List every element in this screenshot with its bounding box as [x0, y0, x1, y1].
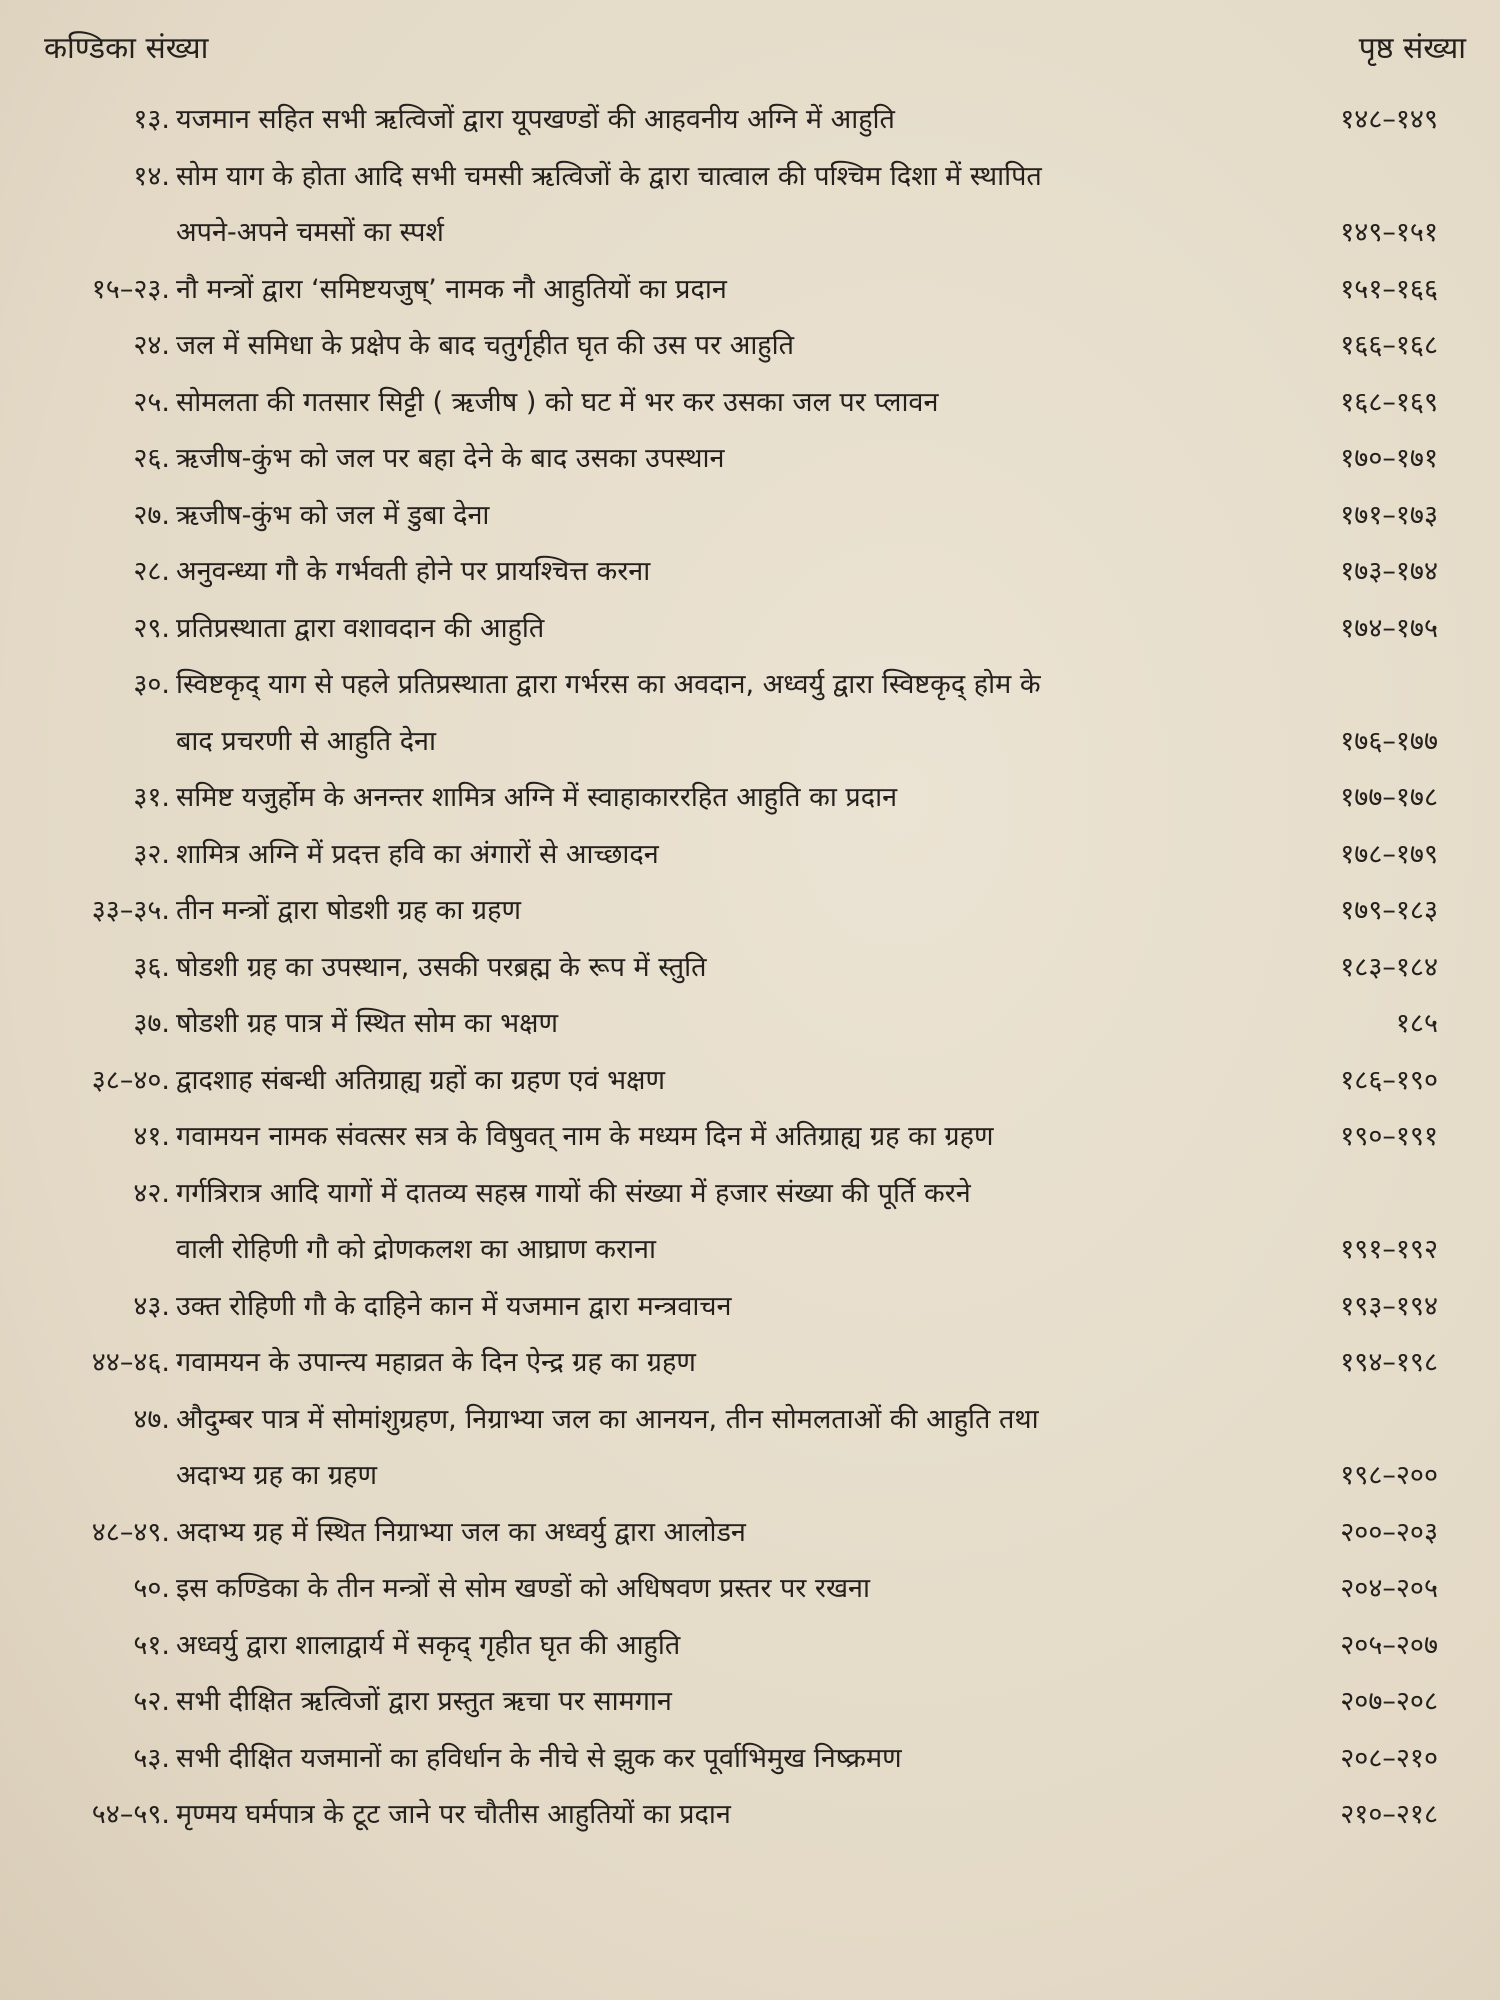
entry-number: ४८–४९.: [91, 1516, 170, 1548]
index-entry: [0, 770, 1500, 826]
entry-pages: १९१–१९२: [1340, 1234, 1438, 1265]
entry-text: उक्त रोहिणी गौ के दाहिने कान में यजमान द्वारा मन्त्रवाचन: [176, 1290, 732, 1322]
entry-number: ३६.: [133, 951, 170, 983]
entry-number: ४१.: [133, 1121, 170, 1152]
entry-text: औदुम्बर पात्र में सोमांशुग्रहण, निग्राभ्या जल का आनयन, तीन सोमलताओं की आहुति तथा: [176, 1403, 1039, 1435]
entry-pages: १४९–१५१: [1340, 217, 1438, 248]
entry-text: ऋजीष-कुंभ को जल पर बहा देने के बाद उसका उपस्थान: [176, 443, 725, 474]
index-entry: [0, 1618, 1500, 1674]
entry-pages: १७०–१७१: [1340, 443, 1438, 474]
entry-number: ३३–३५.: [91, 895, 170, 926]
entry-text: सोमलता की गतसार सिट्टी ( ऋजीष ) को घट में भर कर उसका जल पर प्लावन: [176, 386, 939, 418]
entry-pages: १५१–१६६: [1340, 273, 1438, 305]
entry-pages: १४८–१४९: [1340, 104, 1438, 135]
entry-text: वाली रोहिणी गौ को द्रोणकलश का आघ्राण कराना: [176, 1234, 656, 1265]
entry-pages: १७४–१७५: [1340, 612, 1438, 644]
entry-number: २९.: [133, 612, 170, 644]
entry-text: षोडशी ग्रह का उपस्थान, उसकी परब्रह्म के रूप में स्तुति: [176, 951, 707, 983]
entry-pages: १७६–१७७: [1340, 725, 1438, 757]
index-entry: [0, 1053, 1500, 1109]
entry-text: नौ मन्त्रों द्वारा ‘समिष्टयजुष्’ नामक नौ आहुतियों का प्रदान: [176, 273, 727, 305]
entry-number: ३७.: [133, 1008, 170, 1039]
index-entry: [0, 883, 1500, 939]
entry-text: सोम याग के होता आदि सभी चमसी ऋत्विजों के द्वारा चात्वाल की पश्चिम दिशा में स्थापित: [176, 160, 1042, 192]
entry-text: सभी दीक्षित यजमानों का हविर्धान के नीचे से झुक कर पूर्वाभिमुख निष्क्रमण: [176, 1742, 902, 1774]
index-entry: [0, 1166, 1500, 1222]
entry-number: २८.: [133, 556, 170, 587]
entry-number: १४.: [133, 160, 170, 192]
entry-text: अदाभ्य ग्रह का ग्रहण: [176, 1460, 377, 1491]
entry-pages: १६६–१६८: [1340, 330, 1438, 361]
entry-number: ४२.: [133, 1177, 170, 1209]
index-entry: [0, 1392, 1500, 1448]
entry-text: गर्गत्रिरात्र आदि यागों में दातव्य सहस्र गायों की संख्या में हजार संख्या की पूर्ति करने: [176, 1177, 971, 1209]
entry-pages: १६८–१६९: [1340, 386, 1438, 418]
index-entry: [0, 996, 1500, 1052]
entry-number: ५३.: [133, 1742, 170, 1774]
entry-text: षोडशी ग्रह पात्र में स्थित सोम का भक्षण: [176, 1008, 558, 1039]
index-entry: [0, 488, 1500, 544]
entry-pages: १७७–१७८: [1340, 782, 1438, 813]
header-page-number: पृष्ठ संख्या: [1358, 31, 1466, 66]
entry-text: स्विष्टकृद् याग से पहले प्रतिप्रस्थाता द्वारा गर्भरस का अवदान, अध्वर्यु द्वारा स्विष्टकृद् होम के: [176, 669, 1041, 700]
entry-text: अध्वर्यु द्वारा शालाद्वार्य में सकृद् गृहीत घृत की आहुति: [176, 1629, 681, 1661]
index-entry: [0, 1787, 1500, 1843]
header-section-number: कण्डिका संख्या: [44, 31, 209, 66]
entry-text: प्रतिप्रस्थाता द्वारा वशावदान की आहुति: [176, 612, 545, 644]
entry-pages: २०४–२०५: [1340, 1573, 1438, 1604]
entry-number: २७.: [133, 499, 170, 531]
index-entry: [0, 1674, 1500, 1730]
entry-pages: २००–२०३: [1340, 1516, 1438, 1548]
entry-text: जल में समिधा के प्रक्षेप के बाद चतुर्गृहीत घृत की उस पर आहुति: [176, 330, 795, 361]
entry-pages: २०८–२१०: [1340, 1742, 1438, 1774]
entry-number: ३१.: [133, 782, 170, 813]
index-entry: [0, 1561, 1500, 1617]
entry-number: १३.: [133, 104, 170, 135]
index-entry: [0, 1731, 1500, 1787]
index-entry: [0, 1279, 1500, 1335]
entry-number: २४.: [133, 330, 170, 361]
index-entry: [0, 375, 1500, 431]
entry-pages: १९०–१९१: [1340, 1121, 1438, 1152]
index-entry: [0, 318, 1500, 374]
entry-text: बाद प्रचरणी से आहुति देना: [176, 725, 437, 757]
entry-number: ५०.: [133, 1573, 170, 1604]
entry-text: अपने-अपने चमसों का स्पर्श: [176, 217, 444, 248]
entry-text: मृण्मय घर्मपात्र के टूट जाने पर चौतीस आहुतियों का प्रदान: [176, 1799, 731, 1830]
entry-number: ३२.: [133, 838, 170, 870]
entry-text: अनुवन्ध्या गौ के गर्भवती होने पर प्रायश्चित्त करना: [176, 556, 651, 587]
entry-pages: १९८–२००: [1340, 1460, 1438, 1491]
entry-text: शामित्र अग्नि में प्रदत्त हवि का अंगारों से आच्छादन: [176, 838, 659, 870]
index-entry: [0, 262, 1500, 318]
entry-number: २५.: [133, 386, 170, 418]
index-entry: [0, 544, 1500, 600]
entry-pages: १७३–१७४: [1340, 556, 1438, 587]
index-entry: [0, 1505, 1500, 1561]
index-entry: [0, 1109, 1500, 1165]
index-entry: [0, 431, 1500, 487]
entry-number: ४७.: [133, 1403, 170, 1435]
entry-number: ५१.: [133, 1629, 170, 1661]
index-entry-continuation: [0, 205, 1500, 261]
entry-pages: २१०–२१८: [1340, 1799, 1438, 1830]
index-entry-continuation: [0, 1448, 1500, 1504]
entry-text: समिष्ट यजुर्होम के अनन्तर शामित्र अग्नि में स्वाहाकाररहित आहुति का प्रदान: [176, 782, 898, 813]
index-entry: [0, 1335, 1500, 1391]
entry-text: अदाभ्य ग्रह में स्थित निग्राभ्या जल का अध्वर्यु द्वारा आलोडन: [176, 1516, 746, 1548]
entry-pages: २०७–२०८: [1340, 1686, 1438, 1717]
entry-number: ३०.: [133, 669, 170, 700]
index-entry: [0, 657, 1500, 713]
entry-text: द्वादशाह संबन्धी अतिग्राह्य ग्रहों का ग्रहण एवं भक्षण: [176, 1064, 666, 1096]
entry-pages: २०५–२०७: [1340, 1629, 1438, 1661]
entry-text: इस कण्डिका के तीन मन्त्रों से सोम खण्डों को अधिषवण प्रस्तर पर रखना: [176, 1573, 871, 1604]
index-entry-continuation: [0, 1222, 1500, 1278]
entry-text: गवामयन नामक संवत्सर सत्र के विषुवत् नाम के मध्यम दिन में अतिग्राह्य ग्रह का ग्रहण: [176, 1121, 994, 1152]
entry-number: २६.: [133, 443, 170, 474]
index-entry: [0, 827, 1500, 883]
entry-pages: १८३–१८४: [1340, 951, 1438, 983]
entry-number: ४३.: [133, 1290, 170, 1322]
entry-pages: १७१–१७३: [1340, 499, 1438, 531]
entry-number: ४४–४६.: [91, 1347, 170, 1378]
entry-number: ३८–४०.: [91, 1064, 170, 1096]
entry-number: ५४–५९.: [91, 1799, 170, 1830]
entry-number: ५२.: [133, 1686, 170, 1717]
entry-pages: १८५: [1395, 1008, 1438, 1039]
entry-text: गवामयन के उपान्त्य महाव्रत के दिन ऐन्द्र ग्रह का ग्रहण: [176, 1347, 696, 1378]
index-entry-continuation: [0, 714, 1500, 770]
entry-pages: १७८–१७९: [1340, 838, 1438, 870]
entry-pages: १७९–१८३: [1340, 895, 1438, 926]
entry-text: तीन मन्त्रों द्वारा षोडशी ग्रह का ग्रहण: [176, 895, 522, 926]
index-entry: [0, 940, 1500, 996]
entry-text: ऋजीष-कुंभ को जल में डुबा देना: [176, 499, 490, 531]
index-entry: [0, 601, 1500, 657]
entry-pages: १९३–१९४: [1340, 1290, 1438, 1322]
index-entry: [0, 149, 1500, 205]
entry-number: १५–२३.: [91, 273, 170, 305]
entry-text: सभी दीक्षित ऋत्विजों द्वारा प्रस्तुत ऋचा पर सामगान: [176, 1686, 672, 1717]
entry-pages: १८६–१९०: [1340, 1064, 1438, 1096]
entry-text: यजमान सहित सभी ऋत्विजों द्वारा यूपखण्डों की आहवनीय अग्नि में आहुति: [176, 104, 895, 135]
entry-pages: १९४–१९८: [1340, 1347, 1438, 1378]
index-entry: [0, 92, 1500, 148]
